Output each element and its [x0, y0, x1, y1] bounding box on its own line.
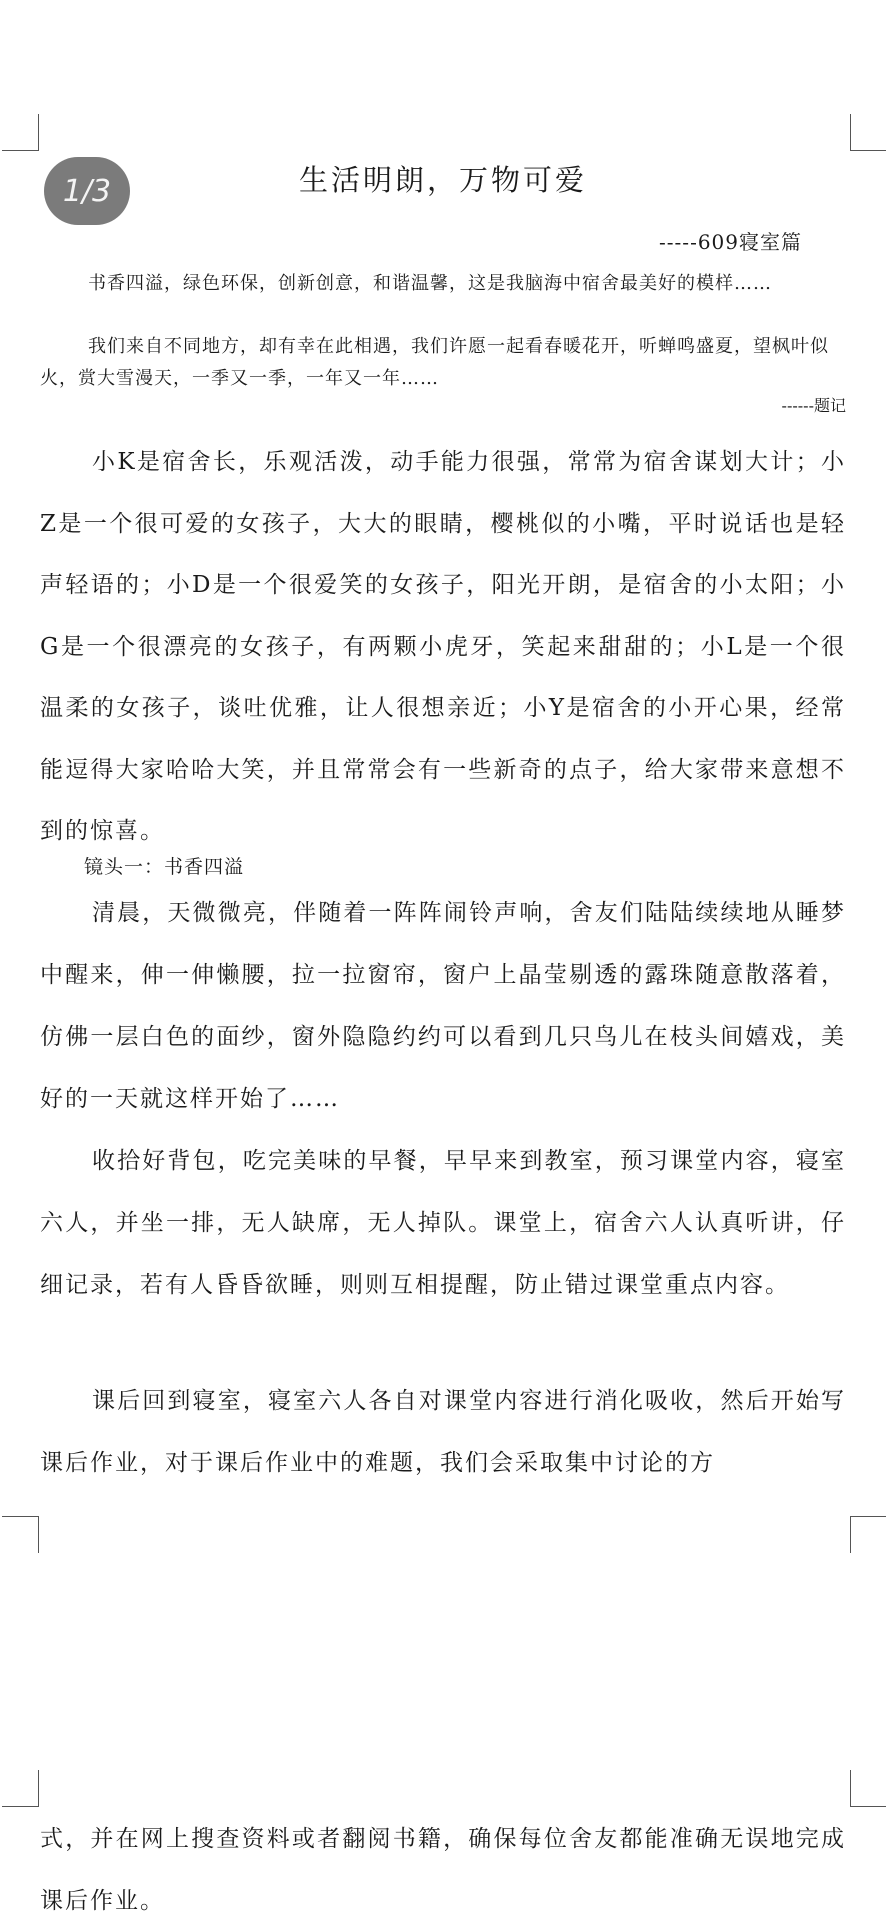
intro-paragraph-1: 书香四溢，绿色环保，创新创意，和谐温馨，这是我脑海中宿舍最美好的模样……: [88, 273, 772, 294]
paragraph-morning: 清晨，天微微亮，伴随着一阵阵闹铃声响，舍友们陆陆续续地从睡梦中醒来，伸一伸懒腰，拉一拉窗帘，窗户上晶莹剔透的露珠随意散落着，仿佛一层白色的面纱，窗外隐隐约约可以看到几只鸟儿在枝头间嬉戏，美好的一天就这样开始了……: [40, 900, 846, 1112]
paragraph-homework-continued: 式，并在网上搜查资料或者翻阅书籍，确保每位舍友都能准确无误地完成课后作业。: [40, 1826, 846, 1914]
intro-note: ------题记: [781, 396, 846, 415]
paragraph-roommates: 小K是宿舍长，乐观活泼，动手能力很强，常常为宿舍谋划大计；小Z是一个很可爱的女孩子，大大的眼睛，樱桃似的小嘴，平时说话也是轻声轻语的；小D是一个很爱笑的女孩子，阳光开朗，是宿舍的小太阳；小G是一个很漂亮的女孩子，有两颗小虎牙，笑起来甜甜的；小L是一个很温柔的女孩子，谈吐优雅，让人很想亲近；小Y是宿舍的小开心果，经常能逗得大家哈哈大笑，并且常常会有一些新奇的点子，给大家带来意想不到的惊喜。: [40, 449, 846, 844]
intro-paragraph-2: 我们来自不同地方，却有幸在此相遇，我们许愿一起看春暖花开，听蝉鸣盛夏，望枫叶似火，赏大雪漫天，一季又一季，一年又一年……: [40, 336, 829, 389]
document-subtitle: -----609寝室篇: [659, 230, 802, 254]
crop-mark-bottom-right: [850, 1516, 886, 1553]
section-heading: 镜头一：书香四溢: [84, 856, 245, 878]
paragraph-class: 收拾好背包，吃完美味的早餐，早早来到教室，预习课堂内容，寝室六人，并坐一排，无人缺席，无人掉队。课堂上，宿舍六人认真听讲，仔细记录，若有人昏昏欲睡，则则互相提醒，防止错过课堂重点内容。: [40, 1148, 846, 1298]
paragraph-homework: 课后回到寝室，寝室六人各自对课堂内容进行消化吸收，然后开始写课后作业，对于课后作业中的难题，我们会采取集中讨论的方: [40, 1388, 846, 1476]
page-indicator[interactable]: 1/3: [44, 157, 130, 225]
crop-mark-top-left-page2: [2, 1770, 39, 1807]
crop-mark-top-right-page2: [850, 1770, 886, 1807]
document-title: 生活明朗，万物可爱: [298, 163, 587, 197]
crop-mark-top-right: [850, 114, 886, 151]
crop-mark-bottom-left: [2, 1516, 39, 1553]
crop-mark-top-left: [2, 114, 39, 151]
